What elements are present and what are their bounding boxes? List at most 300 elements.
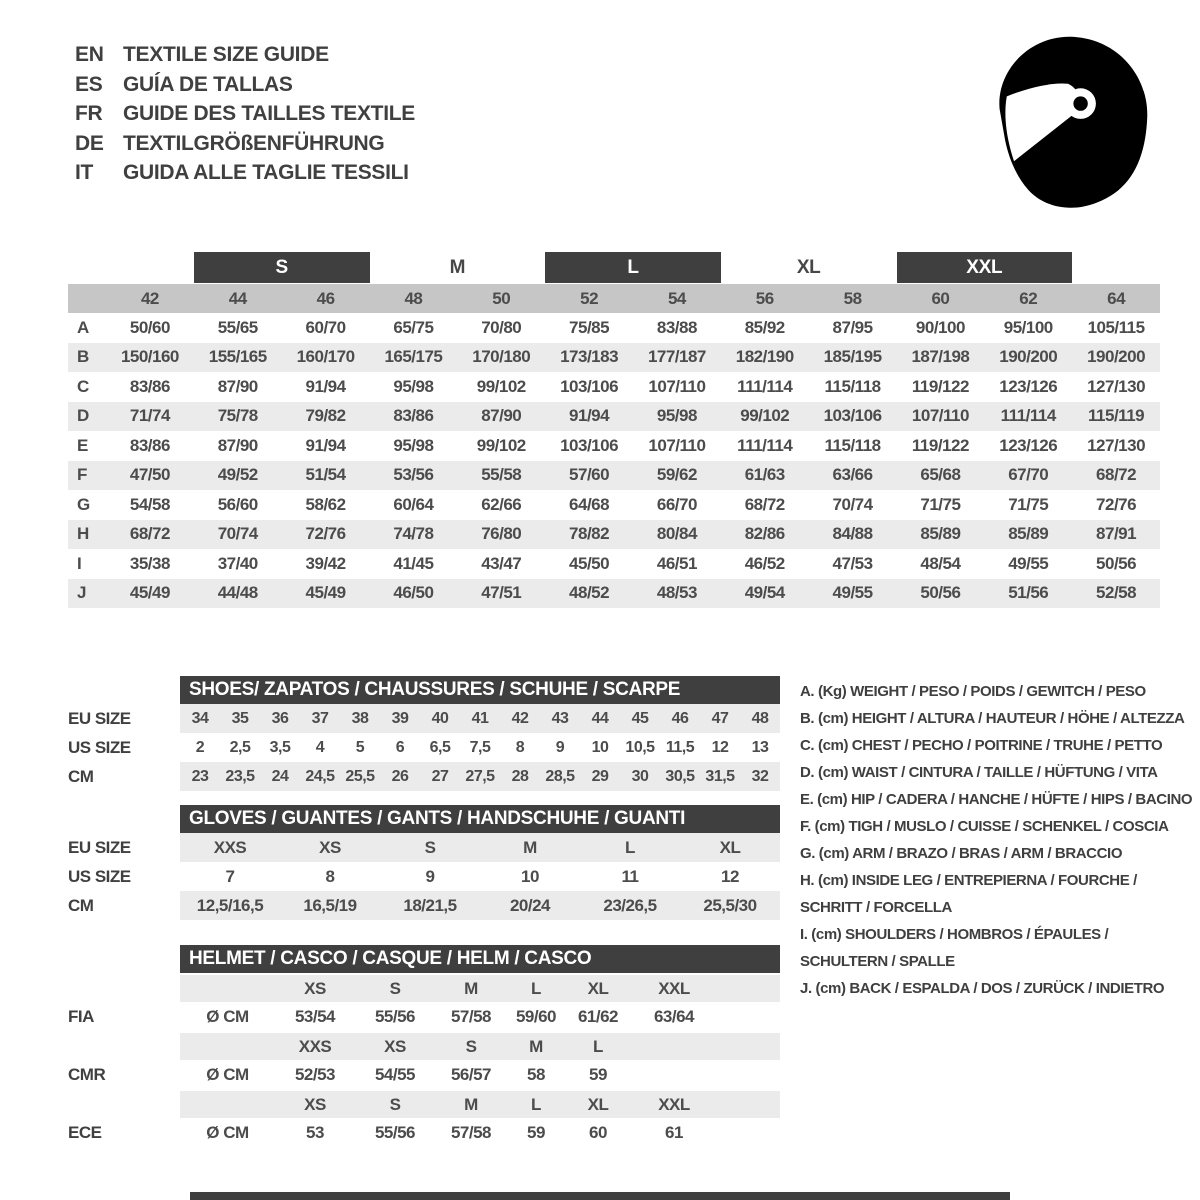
size-value: 71/75 [1008, 494, 1049, 514]
language-row-de [75, 129, 415, 159]
helmet-value: 60 [589, 1122, 607, 1142]
size-value: 70/74 [217, 524, 258, 544]
helmet-size: S [465, 1036, 477, 1056]
shoes-value: 26 [391, 767, 409, 785]
language-title: TEXTILE SIZE GUIDE [123, 43, 329, 66]
language-code: ES [75, 72, 103, 96]
shoes-value: 35 [231, 709, 249, 727]
size-value: 190/200 [999, 347, 1058, 367]
size-value: 45/50 [569, 553, 610, 573]
gloves-value: M [523, 837, 537, 857]
size-row-f [68, 461, 1160, 491]
size-value: 48/54 [920, 553, 961, 573]
shoes-value: 23,5 [225, 767, 255, 785]
helmet-size: XL [587, 1094, 609, 1114]
shoes-value: 36 [271, 709, 289, 727]
size-value: 85/89 [1008, 524, 1049, 544]
helmet-sizes-fia [180, 975, 780, 1002]
gloves-value: XS [319, 837, 341, 857]
size-value: 47/50 [129, 465, 170, 485]
racing-helmet-icon [978, 28, 1158, 208]
size-value: 45/49 [305, 583, 346, 603]
legend-entry-j: J. (cm) BACK / ESPALDA / DOS / ZURÜCK / INDIETRO [800, 980, 1165, 997]
shoes-value: 3,5 [269, 738, 291, 756]
legend-entry-d: D. (cm) WAIST / CINTURA / TAILLE / HÜFTUNG / VITA [800, 764, 1158, 781]
shoes-value: 27,5 [465, 767, 495, 785]
helmet-value: 59/60 [515, 1006, 557, 1026]
size-value: 119/122 [911, 376, 969, 396]
language-title: GUÍA DE TALLAS [123, 72, 293, 96]
size-value: 103/106 [823, 406, 882, 426]
size-row-letter: J [77, 583, 86, 603]
shoes-section-header: SHOES/ ZAPATOS / CHAUSSURES / SCHUHE / SCARPE [180, 676, 780, 704]
size-value: 165/175 [384, 347, 443, 367]
size-value: 35/38 [129, 553, 170, 573]
size-row-letter: E [77, 435, 88, 455]
size-value: 75/85 [569, 317, 610, 337]
helmet-value: 61/62 [577, 1006, 619, 1026]
legend-entry-h: H. (cm) INSIDE LEG / ENTREPIERNA / FOURCHE / SCHRITT / FORCELLA [800, 872, 1137, 916]
shoes-value: 41 [471, 709, 489, 727]
gloves-table [68, 833, 780, 920]
size-value: 83/86 [393, 406, 434, 426]
helmet-size: XS [384, 1036, 406, 1056]
helmet-value: 55/56 [374, 1122, 416, 1142]
size-group-s: S [194, 252, 370, 283]
gloves-value: 8 [325, 866, 335, 886]
shoes-row-cm [68, 762, 780, 791]
legend-entry-a: A. (Kg) WEIGHT / PESO / POIDS / GEWITCH / PESO [800, 683, 1146, 700]
shoes-value: 6,5 [429, 738, 451, 756]
gloves-row-values [180, 891, 780, 920]
gloves-value: 25,5/30 [703, 895, 757, 915]
shoes-value: 28 [511, 767, 529, 785]
size-value: 127/130 [1087, 435, 1146, 455]
standard-label-cmr: CMR [68, 1064, 106, 1084]
size-value: 71/74 [129, 406, 170, 426]
size-row-letter: H [77, 524, 89, 544]
size-value: 45/49 [129, 583, 170, 603]
size-value: 49/55 [1008, 553, 1049, 573]
numeric-size: 54 [667, 288, 686, 308]
size-value: 85/89 [920, 524, 961, 544]
numeric-size: 56 [755, 288, 774, 308]
legend-entry-g: G. (cm) ARM / BRAZO / BRAS / ARM / BRACCIO [800, 845, 1123, 862]
language-row-it [75, 158, 415, 188]
size-value: 107/110 [648, 376, 706, 396]
size-value: 107/110 [648, 435, 706, 455]
shoes-row-eu-size [68, 704, 780, 733]
gloves-value: 9 [425, 866, 435, 886]
size-value: 170/180 [472, 347, 531, 367]
size-value: 78/82 [569, 524, 610, 544]
numeric-size: 42 [140, 288, 159, 308]
size-value: 83/88 [656, 317, 697, 337]
size-value: 95/100 [1003, 317, 1053, 337]
size-value: 115/119 [1088, 406, 1145, 426]
gloves-row-label: US SIZE [68, 866, 131, 886]
size-value: 50/56 [920, 583, 961, 603]
size-value: 47/53 [832, 553, 873, 573]
gloves-value: 11 [621, 866, 639, 886]
size-value: 123/126 [999, 376, 1058, 396]
size-value: 51/54 [305, 465, 346, 485]
shoes-value: 24 [271, 767, 289, 785]
helmet-value: 63/64 [653, 1006, 695, 1026]
size-row-d [68, 402, 1160, 432]
size-row-letter: G [77, 494, 90, 514]
size-value: 187/198 [911, 347, 970, 367]
size-value: 64/68 [569, 494, 610, 514]
size-value: 70/80 [481, 317, 522, 337]
diameter-label: Ø CM [206, 1122, 249, 1142]
gloves-value: XXS [213, 837, 247, 857]
helmet-values-ece [180, 1118, 780, 1147]
size-row-letter: F [77, 465, 87, 485]
helmet-sections [68, 975, 780, 1147]
standard-label-ece: ECE [68, 1122, 102, 1142]
shoes-value: 13 [751, 738, 769, 756]
size-row-letter: C [77, 376, 89, 396]
size-value: 87/90 [217, 376, 258, 396]
shoes-value: 27 [431, 767, 449, 785]
size-value: 72/76 [1096, 494, 1137, 514]
gloves-row-us-size [68, 862, 780, 891]
size-value: 55/65 [217, 317, 258, 337]
size-row-letter: A [77, 317, 89, 337]
size-value: 49/52 [217, 465, 258, 485]
size-value: 83/86 [129, 376, 170, 396]
gloves-value: 16,5/19 [303, 895, 357, 915]
size-value: 99/102 [740, 406, 790, 426]
shoes-value: 2,5 [229, 738, 251, 756]
shoes-value: 45 [631, 709, 649, 727]
size-value: 123/126 [999, 435, 1058, 455]
standard-label-spacer [68, 1091, 180, 1118]
size-value: 65/75 [393, 317, 434, 337]
size-value: 105/115 [1087, 317, 1145, 337]
size-value: 177/187 [647, 347, 706, 367]
size-value: 87/95 [832, 317, 873, 337]
gloves-value: 10 [521, 866, 539, 886]
gloves-value: XL [719, 837, 741, 857]
size-value: 50/60 [129, 317, 170, 337]
helmet-size: S [389, 1094, 401, 1114]
size-value: 70/74 [832, 494, 873, 514]
helmet-size: M [529, 1036, 543, 1056]
helmet-value: 53/54 [294, 1006, 336, 1026]
size-value: 84/88 [832, 524, 873, 544]
size-row-j [68, 579, 1160, 609]
size-value: 91/94 [305, 435, 346, 455]
gloves-value: 18/21,5 [403, 895, 457, 915]
size-value: 61/63 [744, 465, 785, 485]
size-group-m: M [449, 256, 466, 278]
language-title: GUIDE DES TAILLES TEXTILE [123, 102, 415, 125]
shoes-value: 31,5 [705, 767, 735, 785]
shoes-value: 46 [671, 709, 689, 727]
size-value: 46/51 [656, 553, 697, 573]
size-value: 91/94 [305, 376, 346, 396]
size-value: 67/70 [1008, 465, 1049, 485]
size-value: 55/58 [481, 465, 522, 485]
size-value: 82/86 [744, 524, 785, 544]
helmet-size: M [464, 1094, 478, 1114]
size-value: 60/64 [393, 494, 434, 514]
helmet-value: 56/57 [450, 1064, 492, 1084]
helmet-size: L [531, 978, 541, 998]
size-value: 99/102 [476, 376, 526, 396]
gloves-value: S [424, 837, 436, 857]
helmet-value: 53 [306, 1122, 324, 1142]
shoes-row-values [180, 704, 780, 733]
legend-entry-c: C. (cm) CHEST / PECHO / POITRINE / TRUHE / PETTO [800, 737, 1163, 754]
size-value: 56/60 [217, 494, 258, 514]
gloves-row-label: EU SIZE [68, 837, 131, 857]
language-title: GUIDA ALLE TAGLIE TESSILI [123, 161, 409, 184]
apparel-size-table [68, 252, 1160, 608]
size-row-i [68, 549, 1160, 579]
shoes-value: 24,5 [305, 767, 335, 785]
size-value: 68/72 [1096, 465, 1137, 485]
shoes-value: 25,5 [345, 767, 375, 785]
legend-entry-i: I. (cm) SHOULDERS / HOMBROS / ÉPAULES / SCHULTERN / SPALLE [800, 926, 1109, 970]
size-value: 75/78 [217, 406, 258, 426]
shoes-value: 40 [431, 709, 449, 727]
size-value: 46/52 [744, 553, 785, 573]
size-value: 111/114 [737, 435, 793, 455]
numeric-size: 46 [316, 288, 335, 308]
standard-label-spacer [68, 1033, 180, 1060]
size-value: 119/122 [911, 435, 969, 455]
legend-entry-b: B. (cm) HEIGHT / ALTURA / HAUTEUR / HÖHE / ALTEZZA [800, 710, 1185, 727]
numeric-size: 44 [228, 288, 247, 308]
size-group-l: L [545, 252, 721, 283]
size-value: 115/118 [824, 376, 881, 396]
shoes-value: 43 [551, 709, 569, 727]
size-value: 182/190 [735, 347, 794, 367]
shoes-value: 7,5 [469, 738, 491, 756]
shoes-value: 10 [591, 738, 609, 756]
helmet-sizes-cmr [180, 1033, 780, 1060]
diameter-label: Ø CM [206, 1064, 249, 1084]
numeric-size: 62 [1019, 288, 1038, 308]
size-value: 43/47 [481, 553, 522, 573]
helmet-size: S [389, 978, 401, 998]
helmet-value: 59 [589, 1064, 607, 1084]
size-value: 58/62 [305, 494, 346, 514]
helmet-value: 54/55 [374, 1064, 416, 1084]
size-value: 99/102 [476, 435, 526, 455]
size-value: 51/56 [1008, 583, 1049, 603]
language-code: FR [75, 102, 103, 125]
size-value: 83/86 [129, 435, 170, 455]
gloves-value: 12 [721, 866, 739, 886]
size-value: 68/72 [744, 494, 785, 514]
size-value: 49/54 [744, 583, 785, 603]
size-value: 155/165 [208, 347, 267, 367]
size-value: 115/118 [824, 435, 881, 455]
gloves-row-values [180, 833, 780, 862]
gloves-row-label: CM [68, 895, 94, 915]
size-row-h [68, 520, 1160, 550]
shoes-value: 32 [751, 767, 769, 785]
numeric-size: 60 [931, 288, 950, 308]
size-value: 68/72 [129, 524, 170, 544]
shoes-value: 39 [391, 709, 409, 727]
shoes-value: 44 [591, 709, 609, 727]
helmet-value: 52/53 [294, 1064, 336, 1084]
size-value: 46/50 [393, 583, 434, 603]
size-value: 37/40 [217, 553, 258, 573]
diameter-label: Ø CM [206, 1006, 249, 1026]
measurement-legend [800, 678, 1198, 1002]
size-value: 103/106 [560, 376, 619, 396]
size-row-letter: D [77, 406, 89, 426]
shoes-value: 12 [711, 738, 729, 756]
shoes-value: 34 [191, 709, 209, 727]
helmet-values-row-ece [68, 1118, 780, 1147]
standard-label-spacer [68, 975, 180, 1002]
size-value: 60/70 [305, 317, 346, 337]
size-value: 91/94 [569, 406, 610, 426]
helmet-value [631, 1060, 717, 1089]
diameter-spacer [180, 1091, 275, 1118]
language-code: EN [75, 43, 104, 66]
helmet-sizes-ece [180, 1091, 780, 1118]
helmet-values-row-fia [68, 1002, 780, 1031]
helmet-value: 57/58 [450, 1122, 492, 1142]
shoes-value: 2 [195, 738, 205, 756]
size-value: 150/160 [120, 347, 179, 367]
shoes-table [68, 704, 780, 791]
shoes-value: 30 [631, 767, 649, 785]
size-value: 85/92 [744, 317, 785, 337]
size-row-e [68, 431, 1160, 461]
helmet-size: M [464, 978, 478, 998]
shoes-value: 6 [395, 738, 405, 756]
helmet-value: 61 [665, 1122, 683, 1142]
legend-entry-e: E. (cm) HIP / CADERA / HANCHE / HÜFTE / HIPS / BACINO [800, 791, 1193, 808]
numeric-size: 64 [1107, 288, 1126, 308]
size-value: 72/76 [305, 524, 346, 544]
gloves-value: 20/24 [509, 895, 551, 915]
size-value: 80/84 [656, 524, 697, 544]
shoes-row-label: EU SIZE [68, 708, 131, 728]
helmet-section-header: HELMET / CASCO / CASQUE / HELM / CASCO [180, 945, 780, 973]
size-value: 185/195 [823, 347, 882, 367]
size-numeric-row [68, 284, 1160, 313]
helmet-size: L [531, 1094, 541, 1114]
size-value: 74/78 [393, 524, 434, 544]
size-value: 87/90 [217, 435, 258, 455]
shoes-value: 30,5 [665, 767, 695, 785]
helmet-size: XXL [658, 978, 690, 998]
size-value: 103/106 [560, 435, 619, 455]
gloves-row-cm [68, 891, 780, 920]
size-row-g [68, 490, 1160, 520]
numeric-size: 58 [843, 288, 862, 308]
gloves-value: 7 [225, 866, 235, 886]
size-value: 107/110 [911, 406, 969, 426]
gloves-value: L [625, 837, 635, 857]
size-value: 49/55 [832, 583, 873, 603]
shoes-value: 37 [311, 709, 329, 727]
size-group-xxl: XXL [897, 252, 1073, 283]
shoes-value: 11,5 [665, 738, 695, 756]
size-value: 50/56 [1096, 553, 1137, 573]
size-table-body [68, 313, 1160, 608]
legend-entry-f: F. (cm) TIGH / MUSLO / CUISSE / SCHENKEL / COSCIA [800, 818, 1169, 835]
size-value: 173/183 [560, 347, 619, 367]
helmet-size: XS [304, 978, 326, 998]
size-value: 54/58 [129, 494, 170, 514]
language-title: TEXTILGRÖßENFÜHRUNG [123, 131, 385, 155]
helmet-size: XXS [298, 1036, 332, 1056]
language-row-en [75, 40, 415, 70]
helmet-values-row-cmr [68, 1060, 780, 1089]
next-section-cutoff-bar [190, 1192, 1010, 1200]
gloves-row-values [180, 862, 780, 891]
shoes-row-label: CM [68, 766, 94, 786]
size-value: 111/114 [1000, 406, 1056, 426]
standard-label-fia: FIA [68, 1006, 94, 1026]
shoes-value: 5 [355, 738, 365, 756]
size-value: 52/58 [1096, 583, 1137, 603]
shoes-row-label: US SIZE [68, 737, 131, 757]
size-value: 48/53 [656, 583, 697, 603]
size-row-c [68, 372, 1160, 402]
size-value: 127/130 [1087, 376, 1146, 396]
gloves-section-header: GLOVES / GUANTES / GANTS / HANDSCHUHE / GUANTI [180, 805, 780, 833]
size-row-letter: B [77, 347, 89, 367]
size-row-b [68, 343, 1160, 373]
shoes-row-values [180, 733, 780, 762]
helmet-value: 59 [527, 1122, 545, 1142]
footwear-accessory-tables [68, 676, 780, 1147]
language-code: IT [75, 161, 94, 184]
gloves-value: 12,5/16,5 [196, 895, 264, 915]
size-value: 79/82 [305, 406, 346, 426]
shoes-value: 4 [315, 738, 325, 756]
size-value: 65/68 [920, 465, 961, 485]
language-row-es [75, 70, 415, 100]
helmet-size: XXL [658, 1094, 690, 1114]
language-code: DE [75, 131, 104, 155]
helmet-sizes-row-fia [68, 975, 780, 1002]
size-value: 71/75 [920, 494, 961, 514]
helmet-sizes-row-ece [68, 1091, 780, 1118]
helmet-size: L [593, 1036, 603, 1056]
size-value: 160/170 [296, 347, 355, 367]
row-label-spacer [68, 284, 106, 313]
shoes-value: 28,5 [545, 767, 575, 785]
size-value: 59/62 [656, 465, 697, 485]
size-value: 95/98 [656, 406, 697, 426]
helmet-size: XL [587, 978, 609, 998]
language-row-fr [75, 99, 415, 129]
size-value: 190/200 [1087, 347, 1146, 367]
diameter-spacer [180, 1033, 275, 1060]
helmet-value: 55/56 [374, 1006, 416, 1026]
size-row-a [68, 313, 1160, 343]
size-value: 95/98 [393, 435, 434, 455]
shoes-value: 8 [515, 738, 525, 756]
shoes-value: 48 [751, 709, 769, 727]
shoes-value: 38 [351, 709, 369, 727]
diameter-spacer [180, 975, 275, 1002]
shoes-value: 29 [591, 767, 609, 785]
